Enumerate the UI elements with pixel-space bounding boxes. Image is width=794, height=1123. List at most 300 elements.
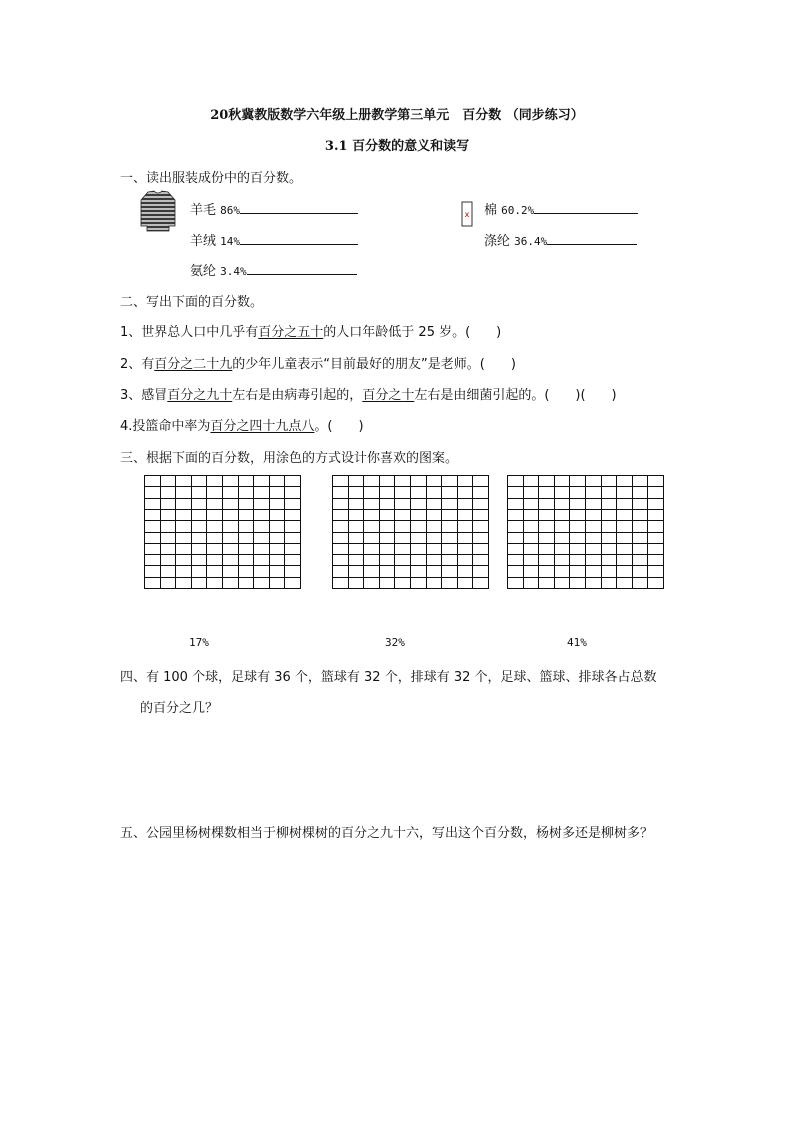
grid-cell[interactable] <box>395 555 411 566</box>
grid-cell[interactable] <box>508 521 524 532</box>
grid-cell[interactable] <box>648 476 664 487</box>
grid-cell[interactable] <box>427 578 443 589</box>
grid-cell[interactable] <box>602 533 618 544</box>
grid-cell[interactable] <box>364 533 380 544</box>
grid-cell[interactable] <box>586 566 602 577</box>
grid-cell[interactable] <box>364 510 380 521</box>
grid-cell[interactable] <box>442 544 458 555</box>
grid-cell[interactable] <box>633 544 649 555</box>
grid-cell[interactable] <box>239 533 255 544</box>
grid-cell[interactable] <box>427 510 443 521</box>
grid-cell[interactable] <box>411 544 427 555</box>
grid-cell[interactable] <box>586 487 602 498</box>
grid-cell[interactable] <box>380 578 396 589</box>
grid-cell[interactable] <box>285 555 301 566</box>
grid-cell[interactable] <box>458 510 474 521</box>
grid-cell[interactable] <box>161 566 177 577</box>
grid-cell[interactable] <box>524 510 540 521</box>
grid-cell[interactable] <box>524 566 540 577</box>
grid-cell[interactable] <box>270 476 286 487</box>
grid-cell[interactable] <box>239 476 255 487</box>
grid-cell[interactable] <box>427 566 443 577</box>
grid-cell[interactable] <box>285 566 301 577</box>
grid-cell[interactable] <box>602 544 618 555</box>
grid-cell[interactable] <box>161 510 177 521</box>
grid-cell[interactable] <box>586 521 602 532</box>
grid-cell[interactable] <box>524 476 540 487</box>
grid-cell[interactable] <box>539 533 555 544</box>
answer-blank[interactable] <box>240 232 358 245</box>
grid-cell[interactable] <box>633 521 649 532</box>
grid-cell[interactable] <box>411 521 427 532</box>
grid-cell[interactable] <box>333 499 349 510</box>
grid-cell[interactable] <box>364 566 380 577</box>
grid-cell[interactable] <box>207 578 223 589</box>
grid-cell[interactable] <box>508 510 524 521</box>
grid-cell[interactable] <box>223 476 239 487</box>
grid-cell[interactable] <box>539 578 555 589</box>
grid-cell[interactable] <box>270 487 286 498</box>
grid-cell[interactable] <box>617 544 633 555</box>
grid-cell[interactable] <box>145 499 161 510</box>
grid-cell[interactable] <box>458 499 474 510</box>
grid-cell[interactable] <box>524 521 540 532</box>
grid-cell[interactable] <box>349 521 365 532</box>
grid-cell[interactable] <box>539 555 555 566</box>
grid-cell[interactable] <box>648 510 664 521</box>
grid-cell[interactable] <box>539 476 555 487</box>
grid-cell[interactable] <box>617 487 633 498</box>
grid-cell[interactable] <box>207 476 223 487</box>
grid-cell[interactable] <box>145 533 161 544</box>
grid-cell[interactable] <box>161 578 177 589</box>
grid-cell[interactable] <box>223 499 239 510</box>
grid-cell[interactable] <box>617 566 633 577</box>
grid-cell[interactable] <box>349 499 365 510</box>
hundred-grid-3[interactable] <box>507 475 664 589</box>
grid-cell[interactable] <box>145 566 161 577</box>
grid-cell[interactable] <box>602 476 618 487</box>
grid-cell[interactable] <box>411 510 427 521</box>
grid-cell[interactable] <box>648 566 664 577</box>
grid-cell[interactable] <box>207 521 223 532</box>
answer-blank[interactable] <box>534 201 638 214</box>
grid-cell[interactable] <box>633 566 649 577</box>
answer-blank[interactable] <box>547 232 637 245</box>
grid-cell[interactable] <box>207 533 223 544</box>
grid-cell[interactable] <box>570 566 586 577</box>
grid-cell[interactable] <box>161 533 177 544</box>
grid-cell[interactable] <box>161 555 177 566</box>
grid-cell[interactable] <box>411 499 427 510</box>
grid-cell[interactable] <box>524 533 540 544</box>
grid-cell[interactable] <box>380 521 396 532</box>
grid-cell[interactable] <box>586 544 602 555</box>
grid-cell[interactable] <box>508 487 524 498</box>
grid-cell[interactable] <box>411 578 427 589</box>
grid-cell[interactable] <box>586 578 602 589</box>
grid-cell[interactable] <box>270 566 286 577</box>
grid-cell[interactable] <box>364 578 380 589</box>
grid-cell[interactable] <box>442 555 458 566</box>
grid-cell[interactable] <box>333 566 349 577</box>
grid-cell[interactable] <box>508 544 524 555</box>
grid-cell[interactable] <box>602 521 618 532</box>
grid-cell[interactable] <box>524 499 540 510</box>
grid-cell[interactable] <box>333 476 349 487</box>
grid-cell[interactable] <box>395 510 411 521</box>
grid-cell[interactable] <box>192 510 208 521</box>
grid-cell[interactable] <box>586 499 602 510</box>
grid-cell[interactable] <box>192 544 208 555</box>
grid-cell[interactable] <box>586 555 602 566</box>
grid-cell[interactable] <box>285 510 301 521</box>
grid-cell[interactable] <box>239 566 255 577</box>
grid-cell[interactable] <box>380 544 396 555</box>
grid-cell[interactable] <box>380 499 396 510</box>
grid-cell[interactable] <box>617 521 633 532</box>
grid-cell[interactable] <box>633 510 649 521</box>
grid-cell[interactable] <box>270 555 286 566</box>
grid-cell[interactable] <box>411 476 427 487</box>
grid-cell[interactable] <box>364 476 380 487</box>
grid-cell[interactable] <box>555 476 571 487</box>
grid-cell[interactable] <box>458 476 474 487</box>
grid-cell[interactable] <box>349 578 365 589</box>
grid-cell[interactable] <box>427 544 443 555</box>
grid-cell[interactable] <box>395 476 411 487</box>
grid-cell[interactable] <box>427 487 443 498</box>
grid-cell[interactable] <box>602 510 618 521</box>
grid-cell[interactable] <box>333 533 349 544</box>
grid-cell[interactable] <box>411 555 427 566</box>
grid-cell[interactable] <box>161 476 177 487</box>
grid-cell[interactable] <box>617 533 633 544</box>
grid-cell[interactable] <box>633 578 649 589</box>
grid-cell[interactable] <box>395 566 411 577</box>
grid-cell[interactable] <box>254 499 270 510</box>
grid-cell[interactable] <box>508 499 524 510</box>
grid-cell[interactable] <box>349 533 365 544</box>
answer-blank[interactable] <box>240 201 358 214</box>
grid-cell[interactable] <box>349 487 365 498</box>
grid-cell[interactable] <box>254 566 270 577</box>
grid-cell[interactable] <box>555 578 571 589</box>
grid-cell[interactable] <box>270 521 286 532</box>
grid-cell[interactable] <box>176 476 192 487</box>
grid-cell[interactable] <box>395 487 411 498</box>
hundred-grid-2[interactable] <box>332 475 489 589</box>
grid-cell[interactable] <box>192 566 208 577</box>
grid-cell[interactable] <box>207 555 223 566</box>
grid-cell[interactable] <box>570 578 586 589</box>
grid-cell[interactable] <box>442 476 458 487</box>
grid-cell[interactable] <box>239 510 255 521</box>
grid-cell[interactable] <box>380 566 396 577</box>
grid-cell[interactable] <box>539 499 555 510</box>
grid-cell[interactable] <box>395 521 411 532</box>
grid-cell[interactable] <box>427 555 443 566</box>
grid-cell[interactable] <box>285 499 301 510</box>
grid-cell[interactable] <box>617 510 633 521</box>
grid-cell[interactable] <box>349 566 365 577</box>
grid-cell[interactable] <box>648 578 664 589</box>
grid-cell[interactable] <box>427 533 443 544</box>
grid-cell[interactable] <box>586 476 602 487</box>
grid-cell[interactable] <box>570 487 586 498</box>
grid-cell[interactable] <box>458 566 474 577</box>
grid-cell[interactable] <box>458 533 474 544</box>
grid-cell[interactable] <box>239 578 255 589</box>
grid-cell[interactable] <box>364 521 380 532</box>
grid-cell[interactable] <box>145 487 161 498</box>
grid-cell[interactable] <box>473 578 489 589</box>
grid-cell[interactable] <box>458 555 474 566</box>
grid-cell[interactable] <box>285 476 301 487</box>
grid-cell[interactable] <box>364 544 380 555</box>
grid-cell[interactable] <box>508 533 524 544</box>
grid-cell[interactable] <box>648 499 664 510</box>
grid-cell[interactable] <box>555 521 571 532</box>
grid-cell[interactable] <box>570 555 586 566</box>
grid-cell[interactable] <box>380 533 396 544</box>
grid-cell[interactable] <box>442 566 458 577</box>
grid-cell[interactable] <box>539 510 555 521</box>
grid-cell[interactable] <box>442 578 458 589</box>
grid-cell[interactable] <box>285 521 301 532</box>
grid-cell[interactable] <box>176 499 192 510</box>
grid-cell[interactable] <box>539 521 555 532</box>
grid-cell[interactable] <box>458 578 474 589</box>
grid-cell[interactable] <box>539 544 555 555</box>
grid-cell[interactable] <box>223 521 239 532</box>
grid-cell[interactable] <box>473 544 489 555</box>
grid-cell[interactable] <box>427 499 443 510</box>
grid-cell[interactable] <box>145 555 161 566</box>
grid-cell[interactable] <box>192 487 208 498</box>
grid-cell[interactable] <box>254 521 270 532</box>
grid-cell[interactable] <box>254 510 270 521</box>
grid-cell[interactable] <box>458 544 474 555</box>
grid-cell[interactable] <box>524 555 540 566</box>
grid-cell[interactable] <box>333 578 349 589</box>
grid-cell[interactable] <box>145 476 161 487</box>
grid-cell[interactable] <box>617 555 633 566</box>
grid-cell[interactable] <box>333 487 349 498</box>
grid-cell[interactable] <box>349 555 365 566</box>
grid-cell[interactable] <box>349 476 365 487</box>
grid-cell[interactable] <box>411 566 427 577</box>
grid-cell[interactable] <box>555 510 571 521</box>
grid-cell[interactable] <box>395 499 411 510</box>
grid-cell[interactable] <box>254 578 270 589</box>
grid-cell[interactable] <box>223 487 239 498</box>
grid-cell[interactable] <box>602 499 618 510</box>
grid-cell[interactable] <box>207 487 223 498</box>
grid-cell[interactable] <box>633 499 649 510</box>
grid-cell[interactable] <box>617 476 633 487</box>
grid-cell[interactable] <box>508 476 524 487</box>
grid-cell[interactable] <box>145 544 161 555</box>
grid-cell[interactable] <box>570 544 586 555</box>
grid-cell[interactable] <box>192 533 208 544</box>
grid-cell[interactable] <box>239 487 255 498</box>
grid-cell[interactable] <box>254 533 270 544</box>
grid-cell[interactable] <box>161 487 177 498</box>
grid-cell[interactable] <box>602 578 618 589</box>
grid-cell[interactable] <box>176 544 192 555</box>
grid-cell[interactable] <box>524 578 540 589</box>
grid-cell[interactable] <box>633 476 649 487</box>
grid-cell[interactable] <box>239 555 255 566</box>
grid-cell[interactable] <box>442 533 458 544</box>
grid-cell[interactable] <box>364 555 380 566</box>
grid-cell[interactable] <box>207 510 223 521</box>
grid-cell[interactable] <box>223 555 239 566</box>
grid-cell[interactable] <box>648 555 664 566</box>
grid-cell[interactable] <box>285 533 301 544</box>
grid-cell[interactable] <box>333 544 349 555</box>
grid-cell[interactable] <box>285 544 301 555</box>
grid-cell[interactable] <box>333 510 349 521</box>
grid-cell[interactable] <box>442 487 458 498</box>
grid-cell[interactable] <box>570 476 586 487</box>
grid-cell[interactable] <box>524 487 540 498</box>
grid-cell[interactable] <box>254 476 270 487</box>
grid-cell[interactable] <box>539 566 555 577</box>
grid-cell[interactable] <box>586 510 602 521</box>
grid-cell[interactable] <box>254 487 270 498</box>
grid-cell[interactable] <box>192 521 208 532</box>
grid-cell[interactable] <box>349 544 365 555</box>
grid-cell[interactable] <box>270 533 286 544</box>
grid-cell[interactable] <box>395 578 411 589</box>
grid-cell[interactable] <box>427 476 443 487</box>
grid-cell[interactable] <box>207 544 223 555</box>
grid-cell[interactable] <box>442 499 458 510</box>
grid-cell[interactable] <box>473 521 489 532</box>
grid-cell[interactable] <box>395 533 411 544</box>
grid-cell[interactable] <box>380 510 396 521</box>
grid-cell[interactable] <box>192 555 208 566</box>
grid-cell[interactable] <box>223 578 239 589</box>
grid-cell[interactable] <box>176 578 192 589</box>
grid-cell[interactable] <box>270 578 286 589</box>
grid-cell[interactable] <box>333 555 349 566</box>
grid-cell[interactable] <box>411 487 427 498</box>
grid-cell[interactable] <box>508 566 524 577</box>
grid-cell[interactable] <box>380 476 396 487</box>
grid-cell[interactable] <box>207 499 223 510</box>
grid-cell[interactable] <box>508 578 524 589</box>
grid-cell[interactable] <box>442 521 458 532</box>
grid-cell[interactable] <box>617 499 633 510</box>
grid-cell[interactable] <box>223 510 239 521</box>
grid-cell[interactable] <box>602 487 618 498</box>
grid-cell[interactable] <box>285 578 301 589</box>
grid-cell[interactable] <box>602 555 618 566</box>
grid-cell[interactable] <box>458 487 474 498</box>
grid-cell[interactable] <box>411 533 427 544</box>
grid-cell[interactable] <box>648 521 664 532</box>
grid-cell[interactable] <box>555 555 571 566</box>
grid-cell[interactable] <box>570 533 586 544</box>
grid-cell[interactable] <box>570 510 586 521</box>
grid-cell[interactable] <box>176 510 192 521</box>
grid-cell[interactable] <box>176 521 192 532</box>
grid-cell[interactable] <box>161 544 177 555</box>
grid-cell[interactable] <box>570 499 586 510</box>
grid-cell[interactable] <box>602 566 618 577</box>
grid-cell[interactable] <box>555 487 571 498</box>
grid-cell[interactable] <box>161 499 177 510</box>
grid-cell[interactable] <box>270 544 286 555</box>
grid-cell[interactable] <box>473 533 489 544</box>
grid-cell[interactable] <box>254 544 270 555</box>
grid-cell[interactable] <box>145 578 161 589</box>
grid-cell[interactable] <box>270 510 286 521</box>
grid-cell[interactable] <box>633 487 649 498</box>
grid-cell[interactable] <box>555 544 571 555</box>
grid-cell[interactable] <box>473 499 489 510</box>
grid-cell[interactable] <box>333 521 349 532</box>
grid-cell[interactable] <box>473 510 489 521</box>
grid-cell[interactable] <box>633 555 649 566</box>
grid-cell[interactable] <box>648 487 664 498</box>
grid-cell[interactable] <box>161 521 177 532</box>
grid-cell[interactable] <box>192 499 208 510</box>
answer-blank[interactable] <box>247 262 357 275</box>
grid-cell[interactable] <box>145 510 161 521</box>
grid-cell[interactable] <box>145 521 161 532</box>
grid-cell[interactable] <box>473 566 489 577</box>
grid-cell[interactable] <box>555 566 571 577</box>
grid-cell[interactable] <box>207 566 223 577</box>
grid-cell[interactable] <box>192 578 208 589</box>
grid-cell[interactable] <box>349 510 365 521</box>
grid-cell[interactable] <box>380 487 396 498</box>
grid-cell[interactable] <box>524 544 540 555</box>
grid-cell[interactable] <box>239 521 255 532</box>
grid-cell[interactable] <box>285 487 301 498</box>
grid-cell[interactable] <box>458 521 474 532</box>
grid-cell[interactable] <box>395 544 411 555</box>
grid-cell[interactable] <box>508 555 524 566</box>
grid-cell[interactable] <box>427 521 443 532</box>
grid-cell[interactable] <box>254 555 270 566</box>
hundred-grid-1[interactable] <box>144 475 301 589</box>
grid-cell[interactable] <box>633 533 649 544</box>
grid-cell[interactable] <box>223 544 239 555</box>
grid-cell[interactable] <box>473 476 489 487</box>
grid-cell[interactable] <box>176 555 192 566</box>
grid-cell[interactable] <box>648 544 664 555</box>
grid-cell[interactable] <box>442 510 458 521</box>
grid-cell[interactable] <box>176 566 192 577</box>
grid-cell[interactable] <box>270 499 286 510</box>
grid-cell[interactable] <box>364 499 380 510</box>
grid-cell[interactable] <box>239 499 255 510</box>
grid-cell[interactable] <box>648 533 664 544</box>
grid-cell[interactable] <box>380 555 396 566</box>
grid-cell[interactable] <box>539 487 555 498</box>
grid-cell[interactable] <box>617 578 633 589</box>
grid-cell[interactable] <box>192 476 208 487</box>
grid-cell[interactable] <box>223 566 239 577</box>
grid-cell[interactable] <box>239 544 255 555</box>
grid-cell[interactable] <box>586 533 602 544</box>
grid-cell[interactable] <box>555 533 571 544</box>
